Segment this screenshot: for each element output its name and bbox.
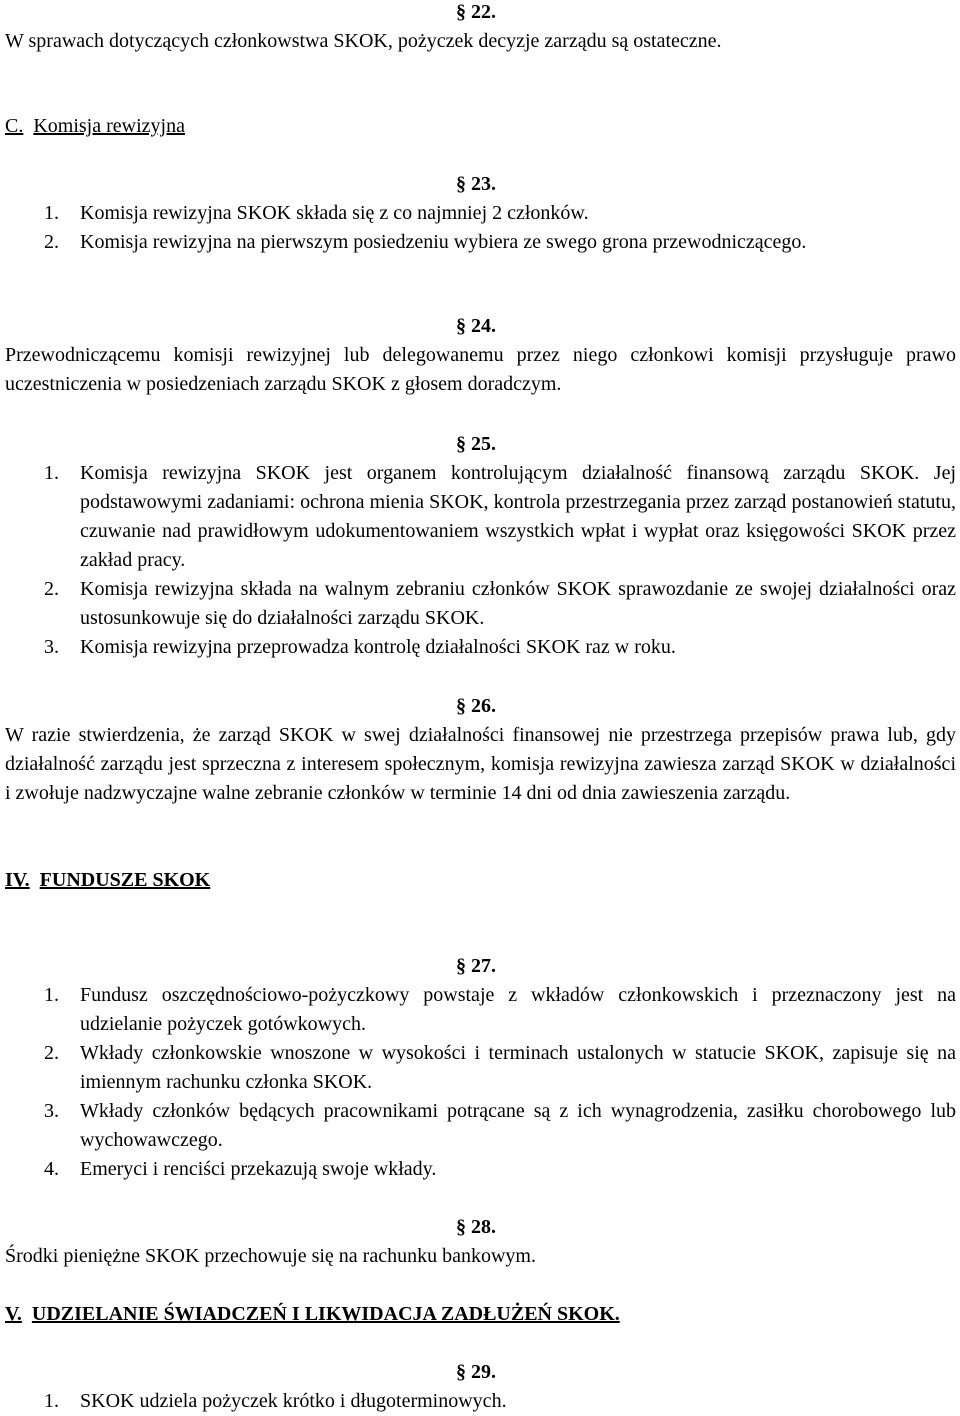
list-item-number: 4. — [44, 1158, 59, 1180]
section-24-title: § 24. — [456, 315, 496, 337]
list-item — [44, 633, 956, 662]
chapter-v-number: V. — [5, 1303, 22, 1325]
section-28-text: Środki pieniężne SKOK przechowuje się na rachunku bankowym. — [5, 1245, 536, 1267]
list-item-text: Wkłady członków będących pracownikami potrącane są z ich wynagrodzenia, zasiłku chorobowego lub wychowawczego. — [80, 1100, 956, 1151]
list-item-number: 3. — [44, 636, 59, 658]
section-24-text: Przewodniczącemu komisji rewizyjnej lub delegowanemu przez niego członkowi komisji przysługuje prawo uczestniczenia w posiedzeniach zarządu SKOK z głosem doradczym. — [5, 344, 956, 395]
list-item — [44, 1039, 956, 1097]
list-item-text: SKOK udziela pożyczek krótko i długoterminowych. — [80, 1390, 507, 1412]
section-22-text: W sprawach dotyczących członkowstwa SKOK, pożyczek decyzje zarządu są ostateczne. — [5, 30, 722, 52]
chapter-c-heading — [5, 112, 185, 141]
section-27-list — [44, 981, 956, 1184]
list-item — [44, 1155, 956, 1184]
list-item — [44, 459, 956, 575]
chapter-v-title: UDZIELANIE ŚWIADCZEŃ I LIKWIDACJA ZADŁUŻEŃ SKOK. — [31, 1303, 620, 1325]
list-item-text: Fundusz oszczędnościowo-pożyczkowy powstaje z wkładów członkowskich i przeznaczony jest na udzielanie pożyczek gotówkowych. — [80, 984, 956, 1035]
chapter-iv-heading — [5, 866, 210, 895]
list-item — [44, 1387, 956, 1416]
list-item-number: 2. — [44, 578, 59, 600]
chapter-c-letter: C. — [5, 115, 24, 137]
section-25-list — [44, 459, 956, 662]
list-item-number: 1. — [44, 1390, 59, 1412]
list-item-text: Komisja rewizyjna składa na walnym zebraniu członków SKOK sprawozdanie ze swojej działalności oraz ustosunkowuje się do działalności zarządu SKOK. — [80, 578, 956, 629]
list-item-number: 3. — [44, 1100, 59, 1122]
chapter-v-heading — [5, 1300, 620, 1329]
chapter-iv-number: IV. — [5, 869, 30, 891]
section-29-title: § 29. — [456, 1361, 496, 1383]
section-25-title: § 25. — [456, 433, 496, 455]
section-27-title: § 27. — [456, 955, 496, 977]
section-29-list — [44, 1387, 956, 1416]
list-item-text: Wkłady członkowskie wnoszone w wysokości i terminach ustalonych w statucie SKOK, zapisuje się na imiennym rachunku członka SKOK. — [80, 1042, 956, 1093]
list-item-number: 2. — [44, 1042, 59, 1064]
list-item-number: 1. — [44, 462, 59, 484]
section-28-title: § 28. — [456, 1216, 496, 1238]
list-item — [44, 199, 820, 228]
chapter-iv-title: FUNDUSZE SKOK — [39, 869, 211, 891]
list-item-text: Emeryci i renciści przekazują swoje wkłady. — [80, 1158, 437, 1180]
section-26-title: § 26. — [456, 695, 496, 717]
list-item-number: 1. — [44, 202, 59, 224]
list-item — [44, 575, 956, 633]
list-item — [44, 1097, 956, 1155]
list-item-text: Komisja rewizyjna SKOK jest organem kontrolującym działalność finansową zarządu SKOK. Jej podstawowymi zadaniami: ochrona mienia SKOK, kontrola przestrzegania przez zarząd postanowień statutu, czuwanie nad prawidłowym udokumentowaniem wszystkich wpłat i wypłat oraz księgowości SKOK przez zakład pracy. — [80, 462, 956, 571]
list-item — [44, 228, 820, 257]
list-item-number: 2. — [44, 231, 59, 253]
section-22-title: § 22. — [456, 1, 496, 23]
list-item — [44, 981, 956, 1039]
chapter-c-title: Komisja rewizyjna — [33, 115, 185, 137]
section-23-list — [44, 199, 820, 257]
list-item-text: Komisja rewizyjna na pierwszym posiedzeniu wybiera ze swego grona przewodniczącego. — [80, 231, 807, 253]
list-item-number: 1. — [44, 984, 59, 1006]
list-item-text: Komisja rewizyjna SKOK składa się z co najmniej 2 członków. — [80, 202, 589, 224]
section-23-title: § 23. — [456, 173, 496, 195]
list-item-text: Komisja rewizyjna przeprowadza kontrolę działalności SKOK raz w roku. — [80, 636, 676, 658]
section-26-text: W razie stwierdzenia, że zarząd SKOK w swej działalności finansowej nie przestrzega przepisów prawa lub, gdy działalność zarządu jest sprzeczna z interesem społecznym, komisja rewizyjna zawiesza zarząd SKOK w działalności i zwołuje nadzwyczajne walne zebranie członków w terminie 14 dni od dnia zawieszenia zarządu. — [5, 724, 956, 804]
